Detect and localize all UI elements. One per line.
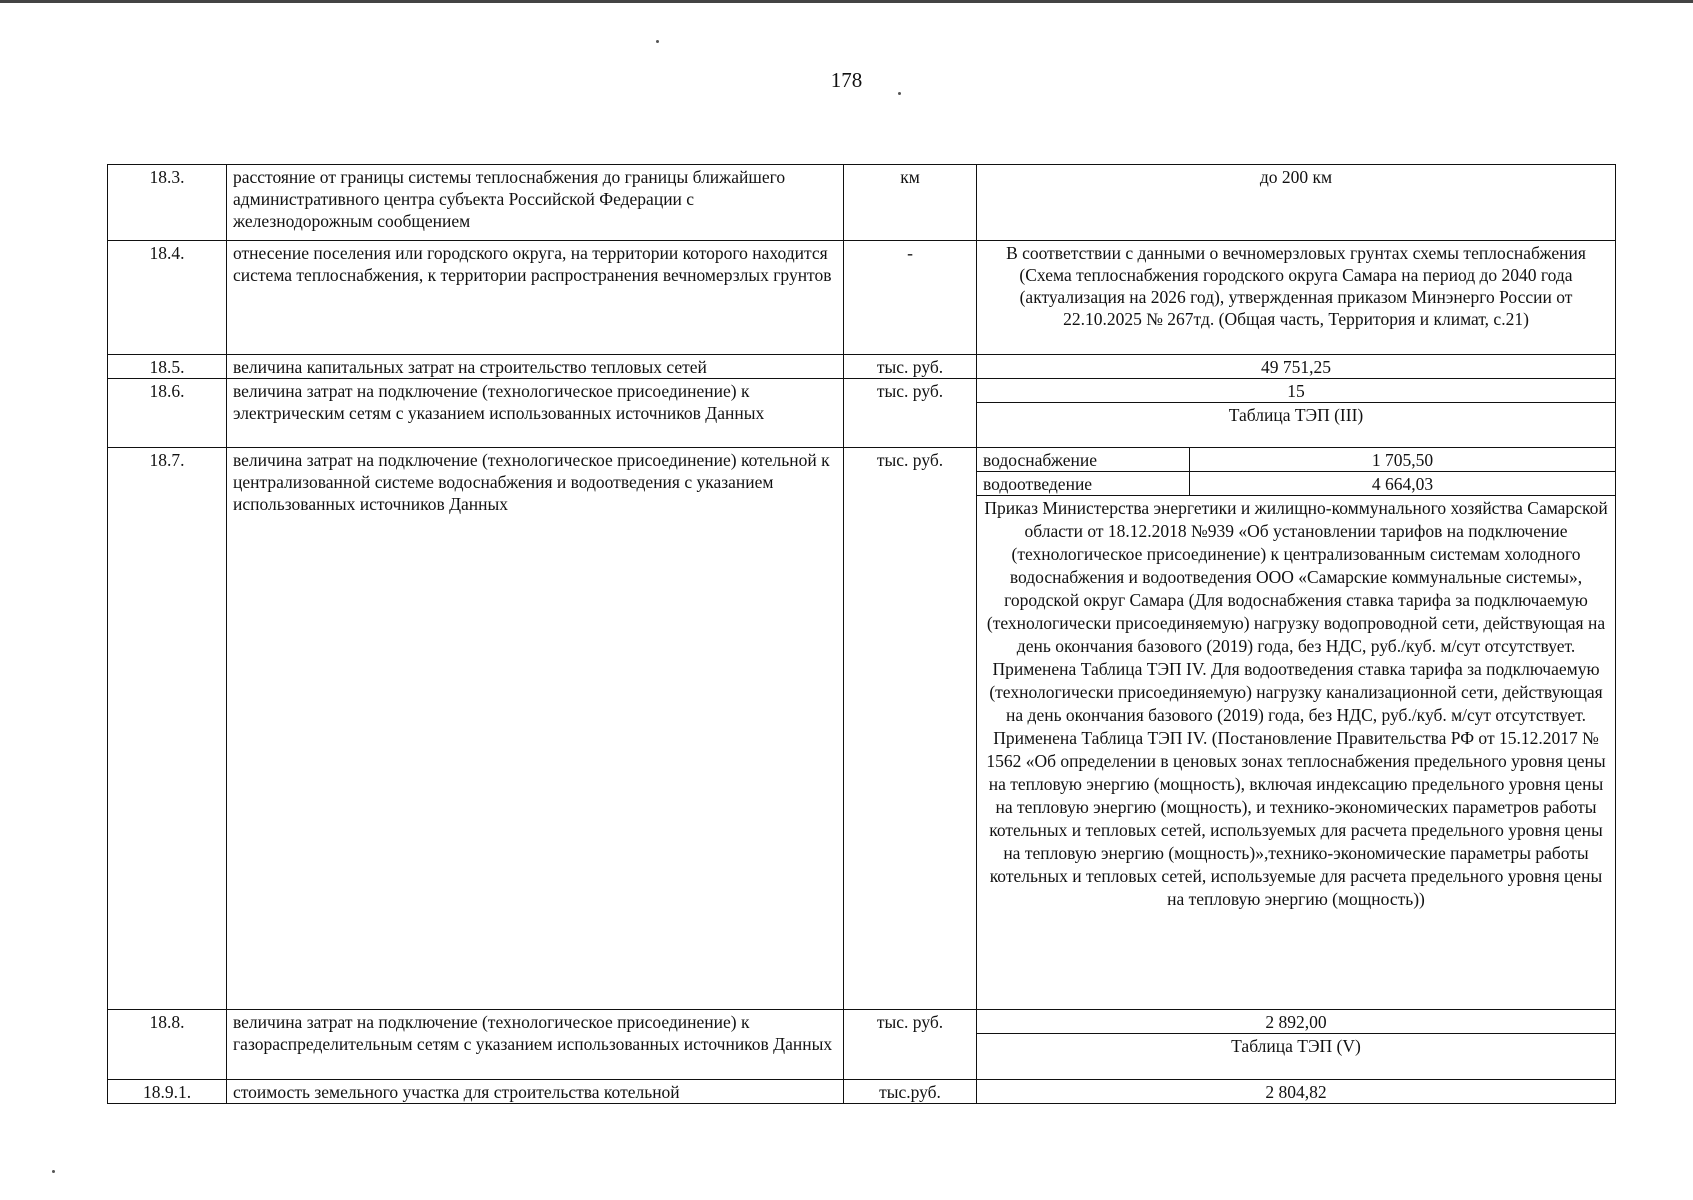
table-row xyxy=(108,448,1616,472)
row-unit: км xyxy=(844,165,977,241)
row-description: стоимость земельного участка для строительства котельной xyxy=(227,1080,844,1104)
page-number: 178 xyxy=(830,68,863,92)
row-unit: тыс. руб. xyxy=(844,355,977,379)
row-value: В соответствии с данными о вечномерзловых грунтах схемы теплоснабжения (Схема теплоснабжения городского округа Самара на период до 2040 года (актуализация на 2026 год), утвержденная приказом Минэнерго России от 22.10.2025 № 267тд. (Общая часть, Территория и климат, с.21) xyxy=(977,241,1616,355)
row-unit: тыс. руб. xyxy=(844,379,977,448)
row-number: 18.6. xyxy=(108,379,227,448)
row-value: 2 804,82 xyxy=(977,1080,1616,1104)
table-row xyxy=(108,1010,1616,1034)
table-row xyxy=(108,1080,1616,1104)
row-unit: тыс. руб. xyxy=(844,448,977,1010)
row-number: 18.4. xyxy=(108,241,227,355)
water-supply-label: водоснабжение xyxy=(977,448,1190,472)
row-value: 15 xyxy=(977,379,1616,403)
row-value: 49 751,25 xyxy=(977,355,1616,379)
table-row xyxy=(108,379,1616,403)
top-rule xyxy=(0,0,1693,3)
row-description: расстояние от границы системы теплоснабжения до границы ближайшего административного центра субъекта Российской Федерации с железнодорожным сообщением xyxy=(227,165,844,241)
table-row xyxy=(108,241,1616,355)
row-number: 18.3. xyxy=(108,165,227,241)
row-description: величина затрат на подключение (технологическое присоединение) к газораспределительным сетям с указанием использованных источников Данных xyxy=(227,1010,844,1080)
scan-speck xyxy=(898,92,901,95)
row-number: 18.8. xyxy=(108,1010,227,1080)
scan-speck xyxy=(52,1170,55,1173)
row-number: 18.7. xyxy=(108,448,227,1010)
row-description: величина затрат на подключение (технологическое присоединение) котельной к централизованной системе водоснабжения и водоотведения с указанием использованных источников Данных xyxy=(227,448,844,1010)
row-description: отнесение поселения или городского округа, на территории которого находится система теплоснабжения, к территории распространения вечномерзлых грунтов xyxy=(227,241,844,355)
row-number: 18.5. xyxy=(108,355,227,379)
row-source: Таблица ТЭП (III) xyxy=(977,403,1616,448)
row-value: до 200 км xyxy=(977,165,1616,241)
row-description: величина затрат на подключение (технологическое присоединение) к электрическим сетям с указанием использованных источников Данных xyxy=(227,379,844,448)
spec-table xyxy=(107,164,1616,1104)
row-source: Таблица ТЭП (V) xyxy=(977,1034,1616,1080)
water-supply-value: 1 705,50 xyxy=(1190,448,1616,472)
row-description: величина капитальных затрат на строительство тепловых сетей xyxy=(227,355,844,379)
row-unit: - xyxy=(844,241,977,355)
row-value: 2 892,00 xyxy=(977,1010,1616,1034)
row-unit: тыс.руб. xyxy=(844,1080,977,1104)
row-number: 18.9.1. xyxy=(108,1080,227,1104)
table-row xyxy=(108,165,1616,241)
table-row xyxy=(108,355,1616,379)
scan-speck xyxy=(656,40,659,43)
water-disposal-value: 4 664,03 xyxy=(1190,472,1616,496)
row-unit: тыс. руб. xyxy=(844,1010,977,1080)
row-source: Приказ Министерства энергетики и жилищно-коммунального хозяйства Самарской области от 18.12.2018 №939 «Об установлении тарифов на подключение (технологическое присоединение) к централизованным системам холодного водоснабжения и водоотведения ООО «Самарские коммунальные системы», городской округ Самара (Для водоснабжения ставка тарифа за подключаемую (технологически присоединяемую) нагрузку водопроводной сети, действующая на день окончания базового (2019) года, без НДС, руб./куб. м/сут отсутствует. Применена Таблица ТЭП IV. Для водоотведения ставка тарифа за подключаемую (технологически присоединяемую) нагрузку канализационной сети, действующая на день окончания базового (2019) года, без НДС, руб./куб. м/сут отсутствует. Применена Таблица ТЭП IV. (Постановление Правительства РФ от 15.12.2017 № 1562 «Об определении в ценовых зонах теплоснабжения предельного уровня цены на тепловую энергию (мощность), включая индексацию предельного уровня цены на тепловую энергию (мощность), и технико-экономических параметров работы котельных и тепловых сетей, используемых для расчета предельного уровня цены на тепловую энергию (мощность)»,технико-экономические параметры работы котельных и тепловых сетей, используемые для расчета предельного уровня цены на тепловую энергию (мощность)) xyxy=(977,496,1616,1010)
water-disposal-label: водоотведение xyxy=(977,472,1190,496)
